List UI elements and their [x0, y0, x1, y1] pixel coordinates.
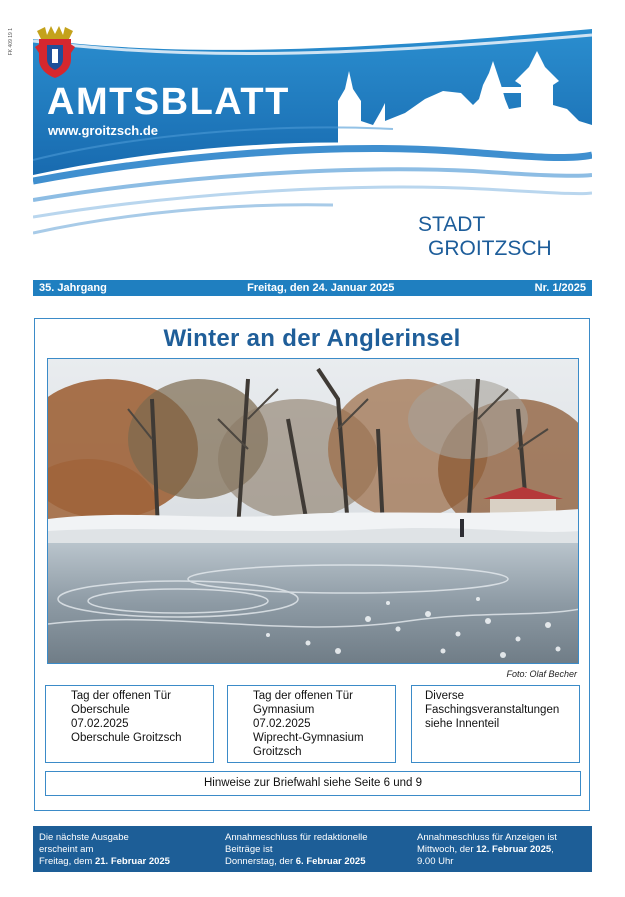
winter-lake-photo	[48, 359, 579, 664]
footer-text-prefix: Donnerstag, der	[225, 856, 296, 867]
postal-vote-notice: Hinweise zur Briefwahl siehe Seite 6 und 9	[45, 771, 581, 796]
ad-deadline-info	[417, 832, 589, 868]
footer-text-prefix: Freitag, dem	[39, 856, 95, 867]
notice-line: Gymnasium	[253, 704, 315, 716]
notice-box-oberschule	[45, 685, 214, 763]
notice-line: Wiprecht-Gymnasium	[253, 732, 364, 744]
town-name	[418, 213, 552, 261]
cover-photo	[47, 358, 579, 664]
footer-text	[417, 844, 589, 856]
editorial-deadline-date: 6. Februar 2025	[295, 856, 366, 867]
masthead-title: AMTSBLATT	[47, 81, 290, 123]
footer-text: Die nächste Ausgabe	[39, 832, 129, 843]
notice-line: siehe Innenteil	[425, 718, 500, 730]
footer-text-prefix: Mittwoch, der	[417, 844, 477, 855]
issue-number: Nr. 1/2025	[534, 282, 586, 294]
footer-text-suffix: ,	[551, 844, 554, 855]
notice-line: Diverse	[425, 690, 464, 702]
notice-line: Groitzsch	[253, 746, 302, 758]
cover-story-box	[34, 318, 590, 811]
next-issue-date: 21. Februar 2025	[94, 856, 170, 867]
town-name-line1: STADT	[418, 213, 486, 236]
notice-line: Tag der offenen Tür	[253, 690, 353, 702]
next-issue-info	[39, 832, 209, 868]
notice-line: Faschingsveranstaltungen	[425, 704, 560, 716]
footer-dates	[33, 826, 592, 872]
ad-deadline-date: 12. Februar 2025	[476, 844, 552, 855]
notice-line: 07.02.2025	[71, 718, 129, 730]
cover-headline: Winter an der Anglerinsel	[163, 325, 461, 352]
footer-text: Annahmeschluss für redaktionelle	[225, 832, 368, 843]
masthead-url: www.groitzsch.de	[48, 123, 159, 138]
notice-line: Tag der offenen Tür	[71, 690, 171, 702]
notice-box-gymnasium	[227, 685, 396, 763]
photo-credit: Foto: Olaf Becher	[506, 669, 577, 679]
footer-text	[39, 856, 209, 868]
footer-text: Beiträge ist	[225, 844, 273, 855]
issue-date: Freitag, den 24. Januar 2025	[247, 282, 395, 294]
footer-text: Annahmeschluss für Anzeigen ist	[417, 832, 557, 843]
masthead	[33, 25, 592, 275]
ad-deadline-time: 9.00 Uhr	[417, 856, 454, 867]
town-name-line2: GROITZSCH	[428, 237, 552, 260]
notice-line: Oberschule	[71, 704, 130, 716]
notice-box-fasching	[411, 685, 580, 763]
issue-info-bar	[33, 280, 592, 296]
editorial-deadline-info	[225, 832, 405, 868]
footer-text: erscheint am	[39, 844, 94, 855]
footer-text	[225, 856, 405, 868]
coat-of-arms-icon	[33, 25, 77, 79]
notice-line: 07.02.2025	[253, 718, 311, 730]
notice-line: Oberschule Groitzsch	[71, 732, 182, 744]
print-code: FK 409 19 1	[8, 28, 14, 56]
volume-year: 35. Jahrgang	[39, 282, 107, 294]
